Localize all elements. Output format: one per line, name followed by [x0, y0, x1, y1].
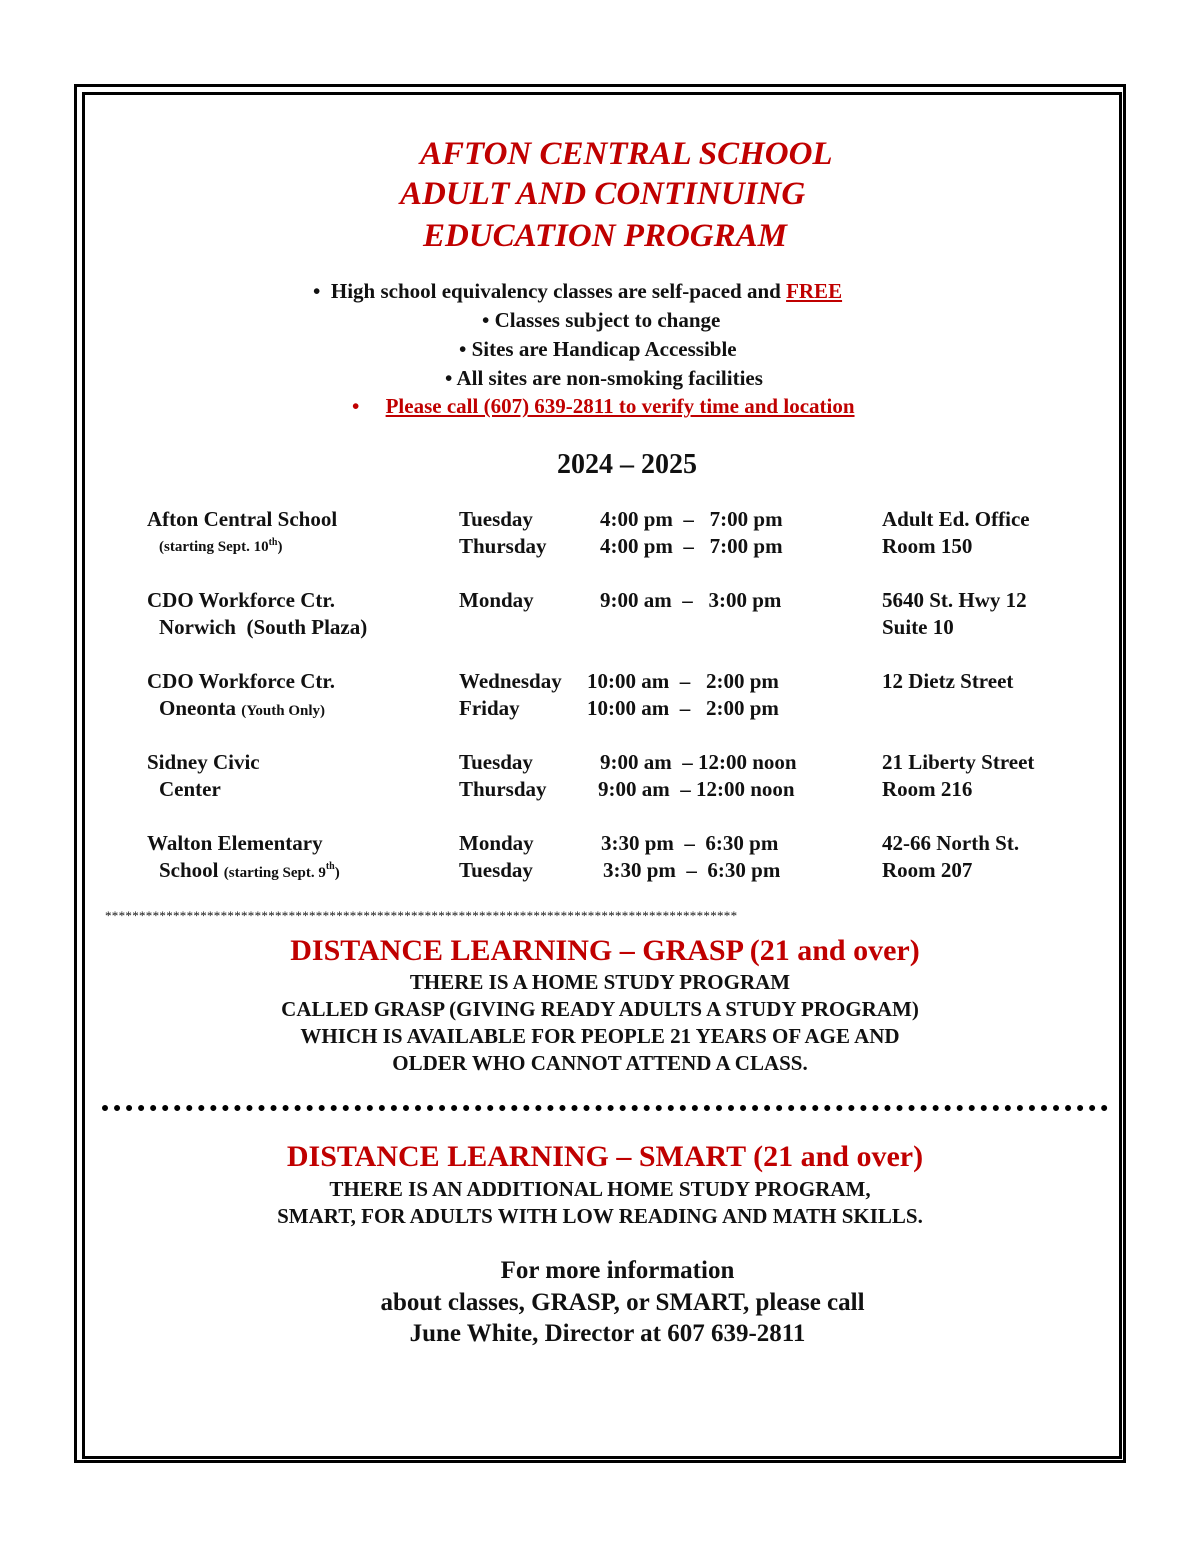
time: 3:30 pm – 6:30 pm: [603, 858, 781, 882]
location: 5640 St. Hwy 12: [882, 588, 1027, 612]
info-line: For more information: [500, 1257, 735, 1284]
day: Monday: [459, 831, 534, 855]
site-note: Oneonta (Youth Only): [159, 696, 326, 720]
location: 12 Dietz Street: [882, 669, 1014, 693]
call-link[interactable]: Please call (607) 639-2811 to verify time and location: [385, 394, 855, 418]
bullet-free: • High school equivalency classes are self-paced and FREE: [313, 279, 843, 303]
bullet-accessible: • Sites are Handicap Accessible: [459, 337, 737, 361]
dotted-divider: [102, 1105, 1108, 1111]
site-note: Norwich (South Plaza): [159, 615, 368, 639]
day: Tuesday: [459, 507, 533, 531]
day: Wednesday: [459, 669, 562, 693]
smart-line: SMART, FOR ADULTS WITH LOW READING AND MATH SKILLS.: [277, 1204, 923, 1228]
site-name: CDO Workforce Ctr.: [147, 588, 336, 612]
title-line-3: EDUCATION PROGRAM: [423, 218, 787, 254]
site-name: CDO Workforce Ctr.: [147, 669, 336, 693]
time: 9:00 am – 12:00 noon: [600, 750, 797, 774]
grasp-line: WHICH IS AVAILABLE FOR PEOPLE 21 YEARS OF AGE AND: [300, 1024, 900, 1048]
location: 42-66 North St.: [882, 831, 1020, 855]
location: 21 Liberty Street: [882, 750, 1035, 774]
grasp-line: THERE IS A HOME STUDY PROGRAM: [409, 970, 791, 994]
site-name: Afton Central School: [147, 507, 338, 531]
grasp-heading: DISTANCE LEARNING – GRASP (21 and over): [290, 934, 920, 967]
time: 4:00 pm – 7:00 pm: [600, 507, 783, 531]
time: 10:00 am – 2:00 pm: [587, 696, 779, 720]
time: 4:00 pm – 7:00 pm: [600, 534, 783, 558]
asterisk-divider: *********************************************************************************************: [105, 908, 738, 923]
bullet-change: • Classes subject to change: [482, 308, 721, 332]
location: Suite 10: [882, 615, 954, 639]
day: Monday: [459, 588, 534, 612]
info-line: June White, Director at 607 639-2811: [409, 1320, 806, 1347]
day: Thursday: [459, 777, 547, 801]
school-year: 2024 – 2025: [557, 449, 697, 480]
location: Adult Ed. Office: [882, 507, 1030, 531]
site-note: Center: [159, 777, 221, 801]
time: 3:30 pm – 6:30 pm: [601, 831, 779, 855]
day: Thursday: [459, 534, 547, 558]
time: 10:00 am – 2:00 pm: [587, 669, 779, 693]
bullet-nonsmoking: • All sites are non-smoking facilities: [445, 366, 763, 390]
smart-line: THERE IS AN ADDITIONAL HOME STUDY PROGRAM,: [329, 1177, 871, 1201]
smart-heading: DISTANCE LEARNING – SMART (21 and over): [286, 1140, 924, 1173]
day: Tuesday: [459, 858, 533, 882]
site-note: (starting Sept. 10th): [159, 537, 283, 555]
grasp-line: CALLED GRASP (GIVING READY ADULTS A STUDY PROGRAM): [281, 997, 919, 1021]
grasp-line: OLDER WHO CANNOT ATTEND A CLASS.: [392, 1051, 808, 1075]
info-line: about classes, GRASP, or SMART, please call: [380, 1289, 865, 1316]
location: Room 207: [882, 858, 973, 882]
bullet-call: • Please call (607) 639-2811 to verify time and location: [352, 394, 855, 418]
free-label: FREE: [786, 279, 843, 303]
day: Tuesday: [459, 750, 533, 774]
location: Room 216: [882, 777, 973, 801]
day: Friday: [459, 696, 520, 720]
title-line-1: AFTON CENTRAL SCHOOL: [420, 136, 833, 172]
site-name: Sidney Civic: [147, 750, 260, 774]
time: 9:00 am – 3:00 pm: [600, 588, 782, 612]
title-line-2: ADULT AND CONTINUING: [400, 176, 806, 212]
time: 9:00 am – 12:00 noon: [598, 777, 795, 801]
site-name: Walton Elementary: [147, 831, 323, 855]
site-note: School (starting Sept. 9th): [159, 858, 340, 882]
location: Room 150: [882, 534, 973, 558]
